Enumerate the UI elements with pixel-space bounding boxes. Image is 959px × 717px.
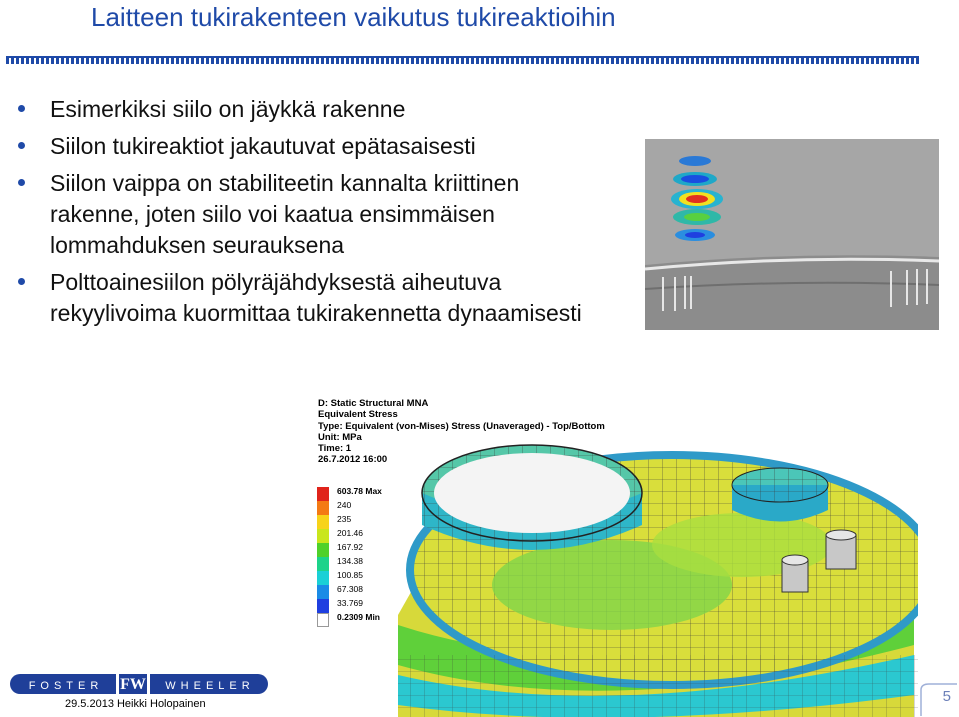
fea-header-line: Time: 1 [318,443,352,455]
fea-header-line: D: Static Structural MNA [318,398,429,409]
fea-header-line: 26.7.2012 16:00 [318,454,388,466]
fea-header-line: Unit: MPa [318,431,362,443]
bullet-item [18,168,590,261]
legend-value: 67.308 [337,584,363,594]
page-number: 5 [942,688,951,705]
footer-text: 29.5.2013 Heikki Holopainen [65,698,206,710]
legend-value: 33.769 [337,598,363,608]
legend-swatch [317,529,329,543]
legend-swatch [317,613,329,627]
bullet-dot-icon [18,105,25,112]
bullet-item [18,267,625,329]
slide-title: Laitteen tukirakenteen vaikutus tukireaktioihin [91,2,616,32]
bullet-text: Polttoainesiilon pölyräjähdyksestä aiheutuva rekyylivoima kuormittaa tukirakennetta dynaamisesti [50,269,582,326]
bullet-dot-icon [18,142,25,149]
legend-swatch [317,585,329,599]
bullet-text: Siilon tukireaktiot jakautuvat epätasaisesti [50,133,476,159]
legend-swatch [317,571,329,585]
legend-value: 201.46 [337,528,363,538]
legend-swatch [317,599,329,613]
legend-swatch [317,515,329,529]
svg-text:FW: FW [120,676,146,693]
legend-swatch [317,487,329,501]
foster-wheeler-logo [10,672,268,696]
bullet-dot-icon [18,179,25,186]
bullet-item [18,131,638,162]
buckling-mode-image [645,139,939,330]
bullet-item [18,94,638,125]
legend-value: 134.38 [337,556,363,566]
title-divider-dotted [6,58,919,64]
fea-header-line: Type: Equivalent (von-Mises) Stress (Unaveraged) - Top/Bottom [318,420,605,432]
bullet-list [18,94,638,335]
svg-text:WHEELER: WHEELER [165,680,255,692]
legend-swatch [317,501,329,515]
bullet-text: Esimerkiksi siilo on jäykkä rakenne [50,96,406,122]
legend-swatch [317,543,329,557]
legend-value: 167.92 [337,542,363,552]
fea-header-line: Equivalent Stress [318,409,398,421]
bullet-dot-icon [18,278,25,285]
page-number-box [919,682,957,716]
legend-value: 240 [337,500,352,510]
legend-value: 235 [337,514,352,524]
legend-value: 100.85 [337,570,363,580]
svg-text:FOSTER: FOSTER [28,680,104,692]
legend-value: 603.78 Max [337,486,382,496]
fea-header [318,398,605,466]
bullet-text: Siilon vaippa on stabiliteetin kannalta kriittinen rakenne, joten siilo voi kaatua ensimmäisen lommahduksen seurauksena [50,170,520,258]
legend-value: 0.2309 Min [337,612,380,622]
legend-swatch [317,557,329,571]
